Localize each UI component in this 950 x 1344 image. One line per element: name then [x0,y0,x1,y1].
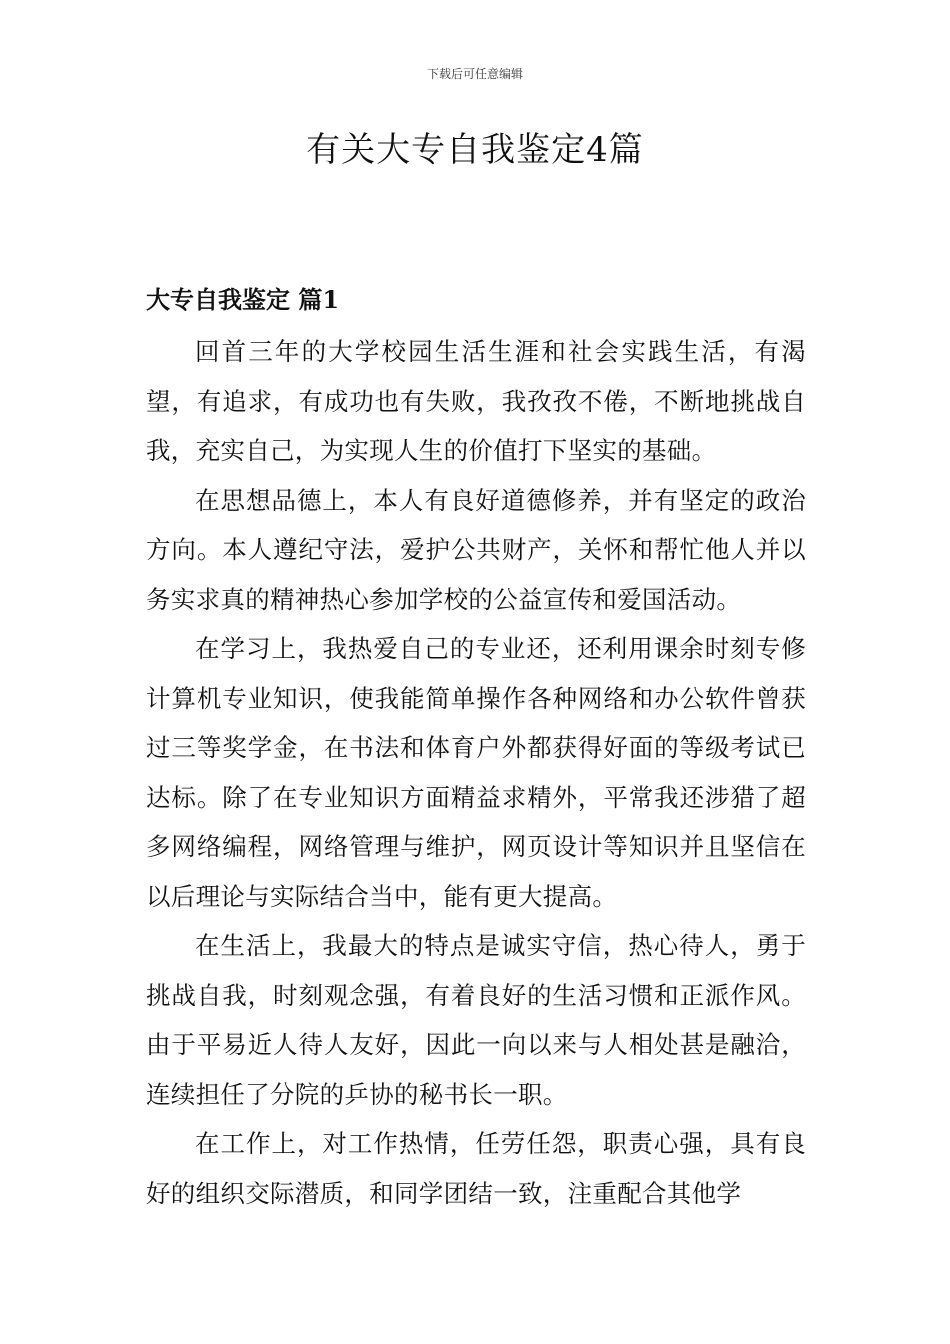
paragraph: 在思想品德上，本人有良好道德修养，并有坚定的政治方向。本人遵纪守法，爱护公共财产，关怀和帮忙他人并以务实求真的精神热心参加学校的公益宣传和爱国活动。 [146,485,806,614]
section-heading: 大专自我鉴定 篇1 [146,285,340,314]
header-note: 下载后可任意编辑 [426,67,523,81]
paragraph: 回首三年的大学校园生活生涯和社会实践生活，有渴望，有追求，有成功也有失败，我孜孜不倦，不断地挑战自我，充实自己，为实现人生的价值打下坚实的基础。 [146,337,806,465]
paragraph: 在生活上，我最大的特点是诚实守信，热心待人，勇于挑战自我，时刻观念强，有着良好的生活习惯和正派作风。由于平易近人待人友好，因此一向以来与人相处甚是融洽，连续担任了分院的乒协的秘书长一职。 [146,931,806,1109]
paragraph: 在学习上，我热爱自己的专业还，还利用课余时刻专修计算机专业知识，使我能简单操作各种网络和办公软件曾获过三等奖学金，在书法和体育户外都获得好面的等级考试已达标。除了在专业知识方面精益求精外，平常我还涉猎了超多网络编程，网络管理与维护，网页设计等知识并且坚信在以后理论与实际结合当中，能有更大提高。 [146,634,806,911]
document-title: 有关大专自我鉴定4篇 [306,130,644,170]
paragraph: 在工作上，对工作热情，任劳任怨，职责心强，具有良好的组织交际潜质，和同学团结一致，注重配合其他学 [146,1129,806,1208]
body-text [146,327,806,1218]
